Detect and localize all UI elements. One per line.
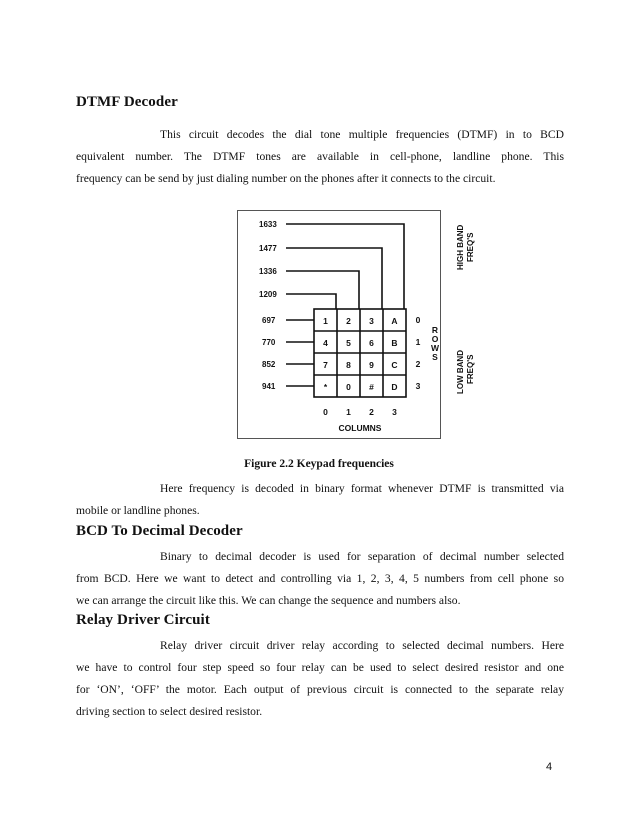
rows-label-letter: R (431, 325, 439, 335)
paragraph-line: Relay driver circuit driver relay according to selected decimal numbers. Here (160, 639, 564, 652)
low-freq-label: 852 (262, 360, 276, 369)
paragraph-line: Here frequency is decoded in binary format whenever DTMF is transmitted via (160, 482, 564, 495)
wire-1633 (286, 224, 404, 311)
key-hash: # (369, 382, 374, 392)
key-1: 1 (323, 316, 328, 326)
columns-label: COLUMNS (338, 423, 382, 433)
high-band-label-2: FREQ'S (466, 232, 475, 262)
row-number: 3 (415, 381, 421, 391)
key-c: C (391, 360, 398, 370)
paragraph-line: equivalent number. The DTMF tones are available in cell-phone, landline phone. This (76, 150, 564, 163)
wire-1477 (286, 248, 382, 311)
column-number: 2 (369, 407, 374, 417)
paragraph-line: from BCD. Here we want to detect and controlling via 1, 2, 3, 4, 5 numbers from cell phone so (76, 572, 564, 585)
low-freq-label: 770 (262, 338, 276, 347)
rows-label-letter: W (430, 343, 440, 353)
row-number: 0 (415, 315, 421, 325)
high-freq-label: 1209 (259, 290, 277, 299)
section-heading-bcd-to-decimal: BCD To Decimal Decoder (76, 523, 243, 539)
paragraph-relay-driver (76, 635, 564, 723)
key-star: * (323, 382, 328, 392)
high-freq-label: 1633 (259, 220, 277, 229)
key-9: 9 (369, 360, 374, 370)
row-number: 2 (415, 359, 421, 369)
low-band-label-2: FREQ'S (466, 354, 475, 384)
paragraph-frequency-decoded (76, 478, 564, 522)
paragraph-line: Binary to decimal decoder is used for separation of decimal number selected (160, 550, 564, 563)
column-number: 3 (392, 407, 397, 417)
high-band-label: HIGH BAND (456, 224, 465, 270)
rows-label-letter: S (432, 352, 438, 362)
paragraph-line: we can arrange the circuit like this. We can change the sequence and numbers also. (76, 594, 461, 607)
key-8: 8 (346, 360, 351, 370)
key-a: A (391, 316, 398, 326)
low-freq-label: 697 (262, 316, 276, 325)
page-number: 4 (546, 761, 553, 773)
figure-caption: Figure 2.2 Keypad frequencies (244, 458, 394, 470)
key-4: 4 (323, 338, 328, 348)
paragraph-dtmf-decoder (76, 124, 564, 190)
paragraph-line: This circuit decodes the dial tone multiple frequencies (DTMF) in to BCD (160, 128, 564, 141)
paragraph-line: we have to control four step speed so four relay can be used to select desired resistor and one (76, 661, 564, 674)
paragraph-line: for ‘ON’, ‘OFF’ the motor. Each output of previous circuit is connected to the separate relay (76, 683, 564, 696)
keypad-diagram (238, 211, 475, 438)
row-number: 1 (415, 337, 421, 347)
rows-label-letter: O (431, 334, 439, 344)
low-band-label: LOW BAND (456, 350, 465, 394)
key-0: 0 (346, 382, 351, 392)
key-d: D (391, 382, 398, 392)
key-2: 2 (346, 316, 351, 326)
high-freq-label: 1336 (259, 267, 277, 276)
section-heading-dtmf-decoder: DTMF Decoder (76, 94, 178, 110)
paragraph-bcd-to-decimal (76, 546, 564, 612)
paragraph-line: frequency can be send by just dialing number on the phones after it connects to the circuit. (76, 172, 496, 185)
column-number: 0 (323, 407, 328, 417)
keypad-frequency-figure (237, 210, 475, 439)
key-b: B (391, 338, 398, 348)
paragraph-line: mobile or landline phones. (76, 504, 200, 517)
column-number: 1 (346, 407, 351, 417)
high-freq-label: 1477 (259, 244, 277, 253)
key-7: 7 (323, 360, 328, 370)
key-3: 3 (369, 316, 374, 326)
wire-1336 (286, 271, 359, 311)
low-freq-label: 941 (262, 382, 276, 391)
paragraph-line: driving section to select desired resistor. (76, 705, 263, 718)
section-heading-relay-driver: Relay Driver Circuit (76, 612, 210, 628)
key-6: 6 (369, 338, 374, 348)
key-5: 5 (346, 338, 351, 348)
